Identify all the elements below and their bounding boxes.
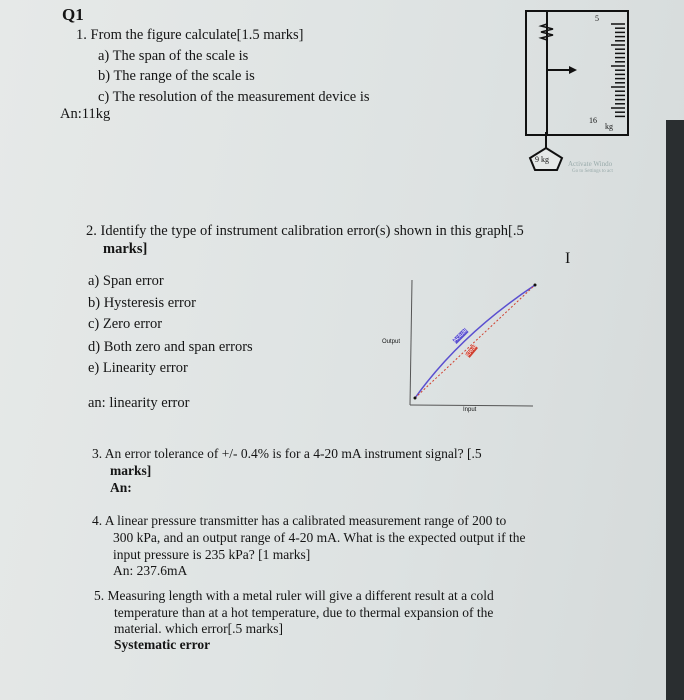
scale-top-label: 5 — [595, 14, 599, 23]
q4-answer: An: 237.6mA — [113, 563, 188, 578]
weight-pentagon — [526, 132, 566, 172]
q2-option-e: e) Linearity error — [88, 360, 188, 376]
q1-answer: An:11kg — [60, 106, 111, 122]
y-axis-label: Output — [382, 339, 401, 345]
q2-answer: an: linearity error — [88, 395, 190, 411]
spring-scale-drawing — [527, 12, 627, 134]
q5-line-3: material. which error[.5 marks] — [114, 621, 284, 636]
q2-option-b: b) Hysteresis error — [88, 295, 196, 311]
q1-heading: Q1 — [62, 5, 84, 24]
x-axis — [410, 405, 533, 406]
q2-option-d: d) Both zero and span errors — [88, 339, 253, 355]
calibration-graph — [370, 260, 570, 430]
weight-label: 9 kg — [535, 155, 549, 164]
q5-line-2: temperature than at a hot temperature, due to thermal expansion of the — [114, 605, 494, 620]
q3-line-1: 3. An error tolerance of +/- 0.4% is for a 4-20 mA instrument signal? [.5 — [92, 446, 482, 461]
q5-line-1: 5. Measuring length with a metal ruler will give a different result at a cold — [94, 588, 494, 603]
watermark-line-2: Go to Settings to act — [572, 169, 613, 174]
actual-label: Actual — [452, 327, 469, 345]
q1-option-a: a) The span of the scale is — [98, 48, 249, 64]
scale-unit: kg — [605, 122, 613, 131]
q5-answer: Systematic error — [114, 637, 211, 652]
ideal-line — [415, 285, 535, 398]
y-axis — [410, 280, 412, 405]
x-axis-label: Input — [463, 407, 477, 413]
q4-line-1: 4. A linear pressure transmitter has a calibrated measurement range of 200 to — [92, 513, 507, 528]
text-cursor: I — [565, 250, 571, 267]
watermark-line-1: Activate Windo — [568, 160, 613, 168]
q1-option-b: b) The range of the scale is — [98, 68, 255, 84]
ideal-label: Ideal — [465, 344, 478, 358]
q2-option-a: a) Span error — [88, 273, 164, 289]
q2-title-line-2: marks] — [103, 241, 148, 257]
q4-line-2: 300 kPa, and an output range of 4-20 mA. What is the expected output if the — [113, 530, 526, 545]
q2-title-line-1: 2. Identify the type of instrument calibration error(s) shown in this graph[.5 — [86, 223, 524, 239]
q2-option-c: c) Zero error — [88, 316, 163, 332]
q1-option-c: c) The resolution of the measurement device is — [98, 89, 370, 105]
q1-title: 1. From the figure calculate[1.5 marks] — [76, 27, 304, 43]
q3-answer: An: — [110, 480, 132, 495]
spring-scale-figure — [525, 10, 629, 136]
screen-edge — [666, 120, 684, 700]
q3-line-2: marks] — [110, 463, 152, 478]
q4-line-3: input pressure is 235 kPa? [1 marks] — [113, 547, 311, 562]
scale-bottom-label: 16 — [589, 116, 597, 125]
